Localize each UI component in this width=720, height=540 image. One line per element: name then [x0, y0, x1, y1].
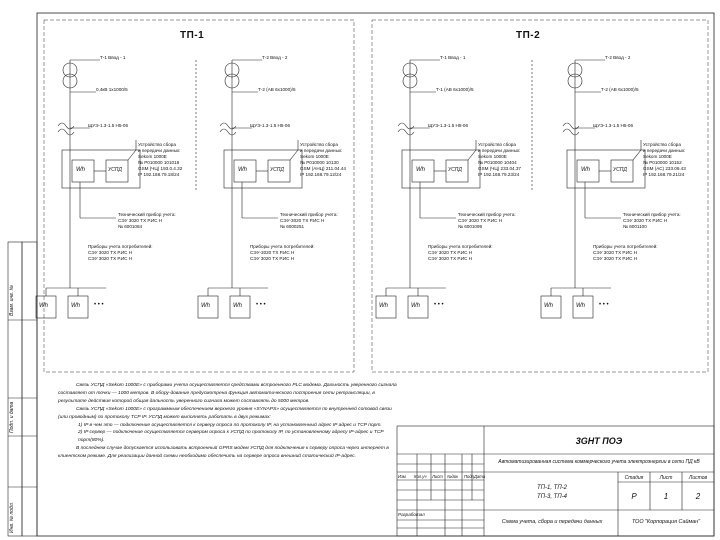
col-ndok: №док — [447, 474, 459, 479]
feeder-2-consumer-meter-2: СЭУ-3020 TX Р.ИС Н — [250, 250, 295, 255]
feeder-4-uspd-unit: УСПД — [613, 167, 627, 173]
sheets-header: Листов — [688, 475, 708, 481]
sheet-value: 1 — [663, 492, 669, 501]
note-4: 2) IP сервер — подключение осуществляется сервером опроса к УСПД по протоколу IP, по установленному адресу IP-адрес и TCP порт(80%). — [78, 430, 384, 444]
sheet-header: Лист — [659, 475, 673, 481]
side-label-sign: Подп. и дата — [9, 401, 15, 433]
feeder-3-device-info-2: и передачи данных: — [478, 148, 521, 153]
feeder-4-bottom-meter-2-label: Wh — [576, 303, 585, 309]
note-3: 1) IP в чем это — подключение осуществляется к серверу опроса по протоколу IP, на установленный адрес IP адрес и TCP порт. — [78, 422, 382, 428]
feeder-2-device-info-2: и передачи данных: — [300, 148, 343, 153]
side-label-replace: Взам. инв. № — [9, 285, 15, 316]
feeder-4-tech-meter-2: СЭУ 3020 TX Р.ИС Н — [623, 218, 668, 223]
feeder-1-bottom-meter-1-label: Wh — [39, 303, 48, 309]
company: ТОО "Корпорация Сайман" — [631, 519, 701, 525]
feeder-2-device-info-3: Sekom 1000E — [300, 154, 329, 159]
feeder-1-bottom-meter-2-label: Wh — [71, 303, 80, 309]
feeder-2-tech-meter-1: Технический прибор учета: — [280, 212, 338, 217]
feeder-2-device-info-5: GSM (АНЦ) 211.04.44 — [300, 166, 346, 171]
feeder-3-tech-meter-1: Технический прибор учета: — [458, 212, 516, 217]
feeder-2-ellipsis: • • • — [256, 302, 266, 308]
feeder-1-device-info-1: Устройство сбора — [138, 142, 176, 147]
tp2-title: ТП-2 — [516, 30, 541, 41]
feeder-3-ellipsis: • • • — [434, 302, 444, 308]
doc-code: 3GHТ ПОЭ — [575, 436, 623, 446]
feeder-3-device-info-1: Устройство сбора — [478, 142, 516, 147]
feeder-4-consumer-meter-3: СЭУ 3020 TX Р.ИС Н — [593, 256, 638, 261]
note-5: В последнем случае допускается использовать встроенный GPRS модем УСПД для подключения к серверу опроса через интернет в клиентском режиме. Для реализации данной схемы необходимо обеспечить на сервере опроса внешний статический IP-адрес. — [58, 446, 389, 460]
feeder-4-breaker-label: ЩУЭ-1.3-1.5 Н5-06 — [593, 123, 634, 128]
feeder-3-cable-label: Т-1 (АВ 6х1000)/5 — [436, 87, 474, 92]
feeder-1-device-info-3: Sekom 1000E — [138, 154, 167, 159]
feeder-3-tech-meter-3: № 6001099 — [458, 224, 483, 229]
stage-header: Стадия — [624, 475, 644, 481]
feeder-4-ellipsis: • • • — [599, 302, 609, 308]
feeder-3-consumer-meter-3: СЭУ 3020 TX Р.ИС Н — [428, 256, 473, 261]
feeder-2-input-label: Т-2 Ввод - 2 — [262, 55, 288, 60]
note-1: Связь УСПД «Sekom 1000E» с приборами учета осуществляется средствами встроенного PLC модема. Дальность уверенного сигнала составляет от точки — 1000 метров. В обору-дование предусмотрена функция автоматического построения сети ретрансляции, в результате действия которой общая дальность уверенного сигнала может составлять до 5000 метров. — [58, 383, 397, 404]
feeder-4-device-info-3: Sekom 1000E — [643, 154, 672, 159]
object-name-2: ТП-3, ТП-4 — [536, 494, 568, 500]
feeder-2-device-info-1: Устройство сбора — [300, 142, 338, 147]
feeder-3-tech-meter-2: СЭУ 3020 TX Р.ИС Н — [458, 218, 503, 223]
feeder-1-cable-label: 0,4кВ 1х1000/5 — [96, 87, 128, 92]
feeder-3-device-info-6: IP 192.168.79.23/24 — [478, 172, 520, 177]
feeder-2-consumer-meter-3: СЭУ 3020 TX Р.ИС Н — [250, 256, 295, 261]
feeder-3-bottom-meter-2-label: Wh — [411, 303, 420, 309]
feeder-4-consumer-meter-2: СЭУ 3020 TX Р.ИС Н — [593, 250, 638, 255]
feeder-1-ellipsis: • • • — [94, 302, 104, 308]
feeder-3-uspd-unit: УСПД — [448, 167, 462, 173]
developed-label: Разработал — [398, 512, 425, 517]
feeder-2-tech-meter-2: СЭУ-3020 TX Р.ИС Н — [280, 218, 325, 223]
feeder-2-tech-meter-3: № 6000251 — [280, 224, 305, 229]
stage-value: Р — [631, 492, 637, 501]
feeder-2-breaker-label: ЩУЭ-1.3-1.5 Н5-06 — [250, 123, 291, 128]
feeder-2-bottom-meter-2-label: Wh — [233, 303, 242, 309]
feeder-4-cable-label: Т-2 (АВ 6х1000)/5 — [601, 87, 639, 92]
feeder-1-device-info-6: IP 192.168.79.18/24 — [138, 172, 180, 177]
feeder-2-device-info-6: IP 192.168.79.12/24 — [300, 172, 342, 177]
feeder-1-device-info-5: GSM (ЧЦ) 193.0.4.32 — [138, 166, 183, 171]
feeder-4-tech-meter-1: Технический прибор учета: — [623, 212, 681, 217]
side-label-inv: Инв. № подл. — [9, 501, 15, 533]
feeder-4-consumer-meter-1: Приборы учета потребителей: — [593, 244, 658, 249]
feeder-3-meter-unit: Wh — [416, 167, 425, 173]
feeder-1-input-label: Т-1 Ввод - 1 — [100, 55, 126, 60]
feeder-2-device-info-4: № Р010000 10130 — [300, 160, 339, 165]
feeder-2-uspd-unit: УСПД — [270, 167, 284, 173]
object-name-1: ТП-1, ТП-2 — [536, 485, 568, 491]
feeder-3-breaker-label: ЩУЭ-1.3-1.5 Н5-06 — [428, 123, 469, 128]
feeder-1-device-info-2: и передачи данных: — [138, 148, 181, 153]
feeder-4-bottom-meter-1-label: Wh — [544, 303, 553, 309]
feeder-3-device-info-3: Sekom 1000E — [478, 154, 507, 159]
feeder-1-tech-meter-1: Технический прибор учета: — [118, 212, 176, 217]
feeder-1-consumer-meter-1: Приборы учета потребителей: — [88, 244, 153, 249]
feeder-2-cable-label: Т-2 (АВ 6х1000)/5 — [258, 87, 296, 92]
note-2: Связь УСПД «Sekom 1000E» с программным обеспечением верхнего уровня «SYNAPS» осуществляется по внутренней сотовой связи (или проводным) по протоколу TCP IP. УСПД может выполнять работать в двух режимах: — [58, 406, 392, 420]
feeder-4-device-info-4: № Р010000 10152 — [643, 160, 682, 165]
feeder-4-device-info-1: Устройство сбора — [643, 142, 681, 147]
feeder-2-bottom-meter-1-label: Wh — [201, 303, 210, 309]
feeder-1-uspd-unit: УСПД — [108, 167, 122, 173]
feeder-3-consumer-meter-1: Приборы учета потребителей: — [428, 244, 493, 249]
feeder-3-device-info-5: GSM (ЧЦ) 233.04.37 — [478, 166, 521, 171]
feeder-2-consumer-meter-1: Приборы учета потребителей: — [250, 244, 315, 249]
feeder-4-meter-unit: Wh — [581, 167, 590, 173]
project-title: Автоматизированная система коммерческого учета электроэнергии в сети ПД кВ — [498, 459, 700, 465]
feeder-4-input-label: Т-2 Ввод - 2 — [605, 55, 631, 60]
feeder-1-device-info-4: № Р010000 101018 — [138, 160, 180, 165]
feeder-2-meter-unit: Wh — [238, 167, 247, 173]
col-izm: Изм — [398, 474, 406, 479]
feeder-3-device-info-4: № Р010000 10404 — [478, 160, 517, 165]
feeder-1-meter-unit: Wh — [76, 167, 85, 173]
feeder-1-consumer-meter-3: СЭУ 3020 TX Р.ИС Н — [88, 256, 133, 261]
feeder-1-tech-meter-2: СЭУ 3020 TX Р.ИС Н — [118, 218, 163, 223]
feeder-4-device-info-2: и передачи данных: — [643, 148, 686, 153]
col-data: Дата — [474, 474, 486, 479]
tp1-title: ТП-1 — [180, 30, 205, 41]
feeder-1-breaker-label: ЩУЭ-1.3-1.5 Н5-06 — [88, 123, 129, 128]
col-list: Лист — [432, 474, 443, 479]
feeder-1-tech-meter-3: № 6001084 — [118, 224, 143, 229]
feeder-3-consumer-meter-2: СЭУ 3020 TX Р.ИС Н — [428, 250, 473, 255]
col-podp: Подп — [464, 474, 474, 479]
explanatory-notes — [58, 382, 398, 461]
feeder-4-tech-meter-3: № 6001100 — [623, 224, 647, 229]
feeder-4-device-info-6: IP 192.168.79.21/24 — [643, 172, 685, 177]
feeder-3-bottom-meter-1-label: Wh — [379, 303, 388, 309]
col-kol: Кол.уч — [414, 474, 427, 479]
feeder-4-device-info-5: GSM (АС) 233.09.43 — [643, 166, 686, 171]
sheets-value: 2 — [695, 492, 701, 501]
sheet-title: Схема учета, сбора и передачи данных — [501, 519, 603, 525]
feeder-1-consumer-meter-2: СЭУ 3020 TX Р.ИС Н — [88, 250, 133, 255]
feeder-3-input-label: Т-1 Ввод - 1 — [440, 55, 466, 60]
